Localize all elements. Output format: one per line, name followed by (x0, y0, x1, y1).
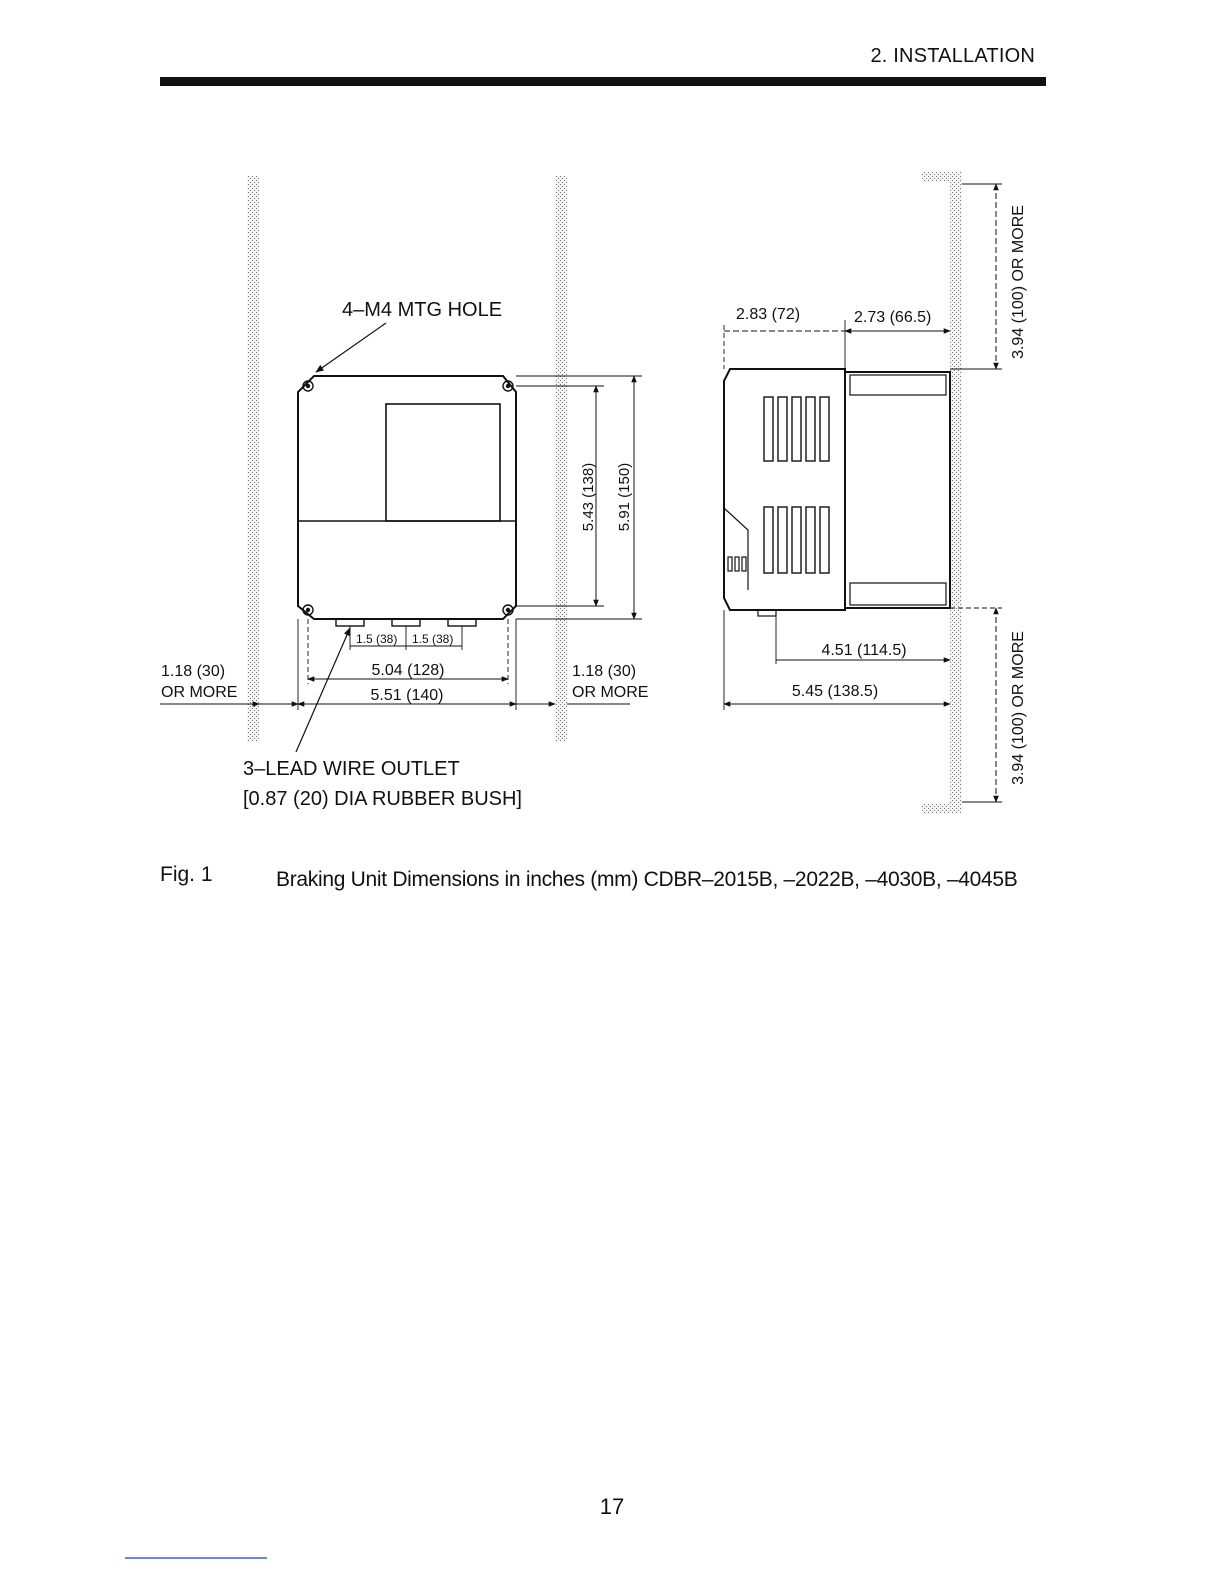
section-header-title: 2. INSTALLATION (870, 45, 1035, 67)
front-enclosure (298, 376, 516, 619)
mtg-hole-label: 4–M4 MTG HOLE (342, 299, 503, 321)
front-height-outer-dim: 5.91 (150) (616, 462, 633, 532)
wire-outlet-3 (448, 619, 476, 626)
bottom-clearance-dim: 3.94 (100) OR MORE (1010, 631, 1027, 785)
side-depth-rear-dim: 2.73 (66.5) (854, 309, 932, 326)
side-foot-to-wall-dim: 4.51 (114.5) (821, 642, 907, 659)
wire-outlet-label-line1: 3–LEAD WIRE OUTLET (243, 758, 460, 780)
side-front-cover (724, 369, 845, 610)
right-clearance-value: 1.18 (30) (572, 663, 637, 680)
front-height-inner-dim: 5.43 (138) (580, 462, 597, 532)
left-wall (247, 176, 259, 742)
vent-slots-lower (764, 507, 829, 573)
rear-mounting-wall (950, 172, 962, 814)
footer-line (125, 1557, 267, 1559)
right-clearance-note: OR MORE (572, 684, 649, 701)
left-clearance-value: 1.18 (30) (161, 663, 226, 680)
front-width-outer-dim: 5.51 (140) (370, 687, 444, 704)
side-total-depth-dim: 5.45 (138.5) (791, 683, 879, 700)
mounting-hole-icon (303, 381, 513, 615)
vent-slots-upper (764, 397, 829, 461)
side-heatsink (845, 372, 950, 608)
wire-outlet-label-line2: [0.87 (20) DIA RUBBER BUSH] (243, 788, 522, 810)
left-clearance-note: OR MORE (161, 684, 238, 701)
outlet-pitch-2: 1.5 (38) (412, 632, 454, 646)
front-width-inner-dim: 5.04 (128) (371, 662, 445, 679)
top-clearance-dim: 3.94 (100) OR MORE (1010, 205, 1027, 359)
figure-caption-label: Fig. 1 (160, 863, 213, 886)
figure-caption-text: Braking Unit Dimensions in inches (mm) CDBR–2015B, –2022B, –4030B, –4045B (276, 868, 1018, 891)
outlet-pitch-1: 1.5 (38) (356, 632, 398, 646)
right-wall (555, 176, 567, 742)
page-number: 17 (599, 1494, 625, 1519)
side-view (724, 172, 1002, 814)
wire-outlet-1 (336, 619, 364, 626)
wire-outlet-2 (392, 619, 420, 626)
side-depth-front-dim: 2.83 (72) (736, 306, 801, 323)
front-label-panel (386, 404, 500, 521)
